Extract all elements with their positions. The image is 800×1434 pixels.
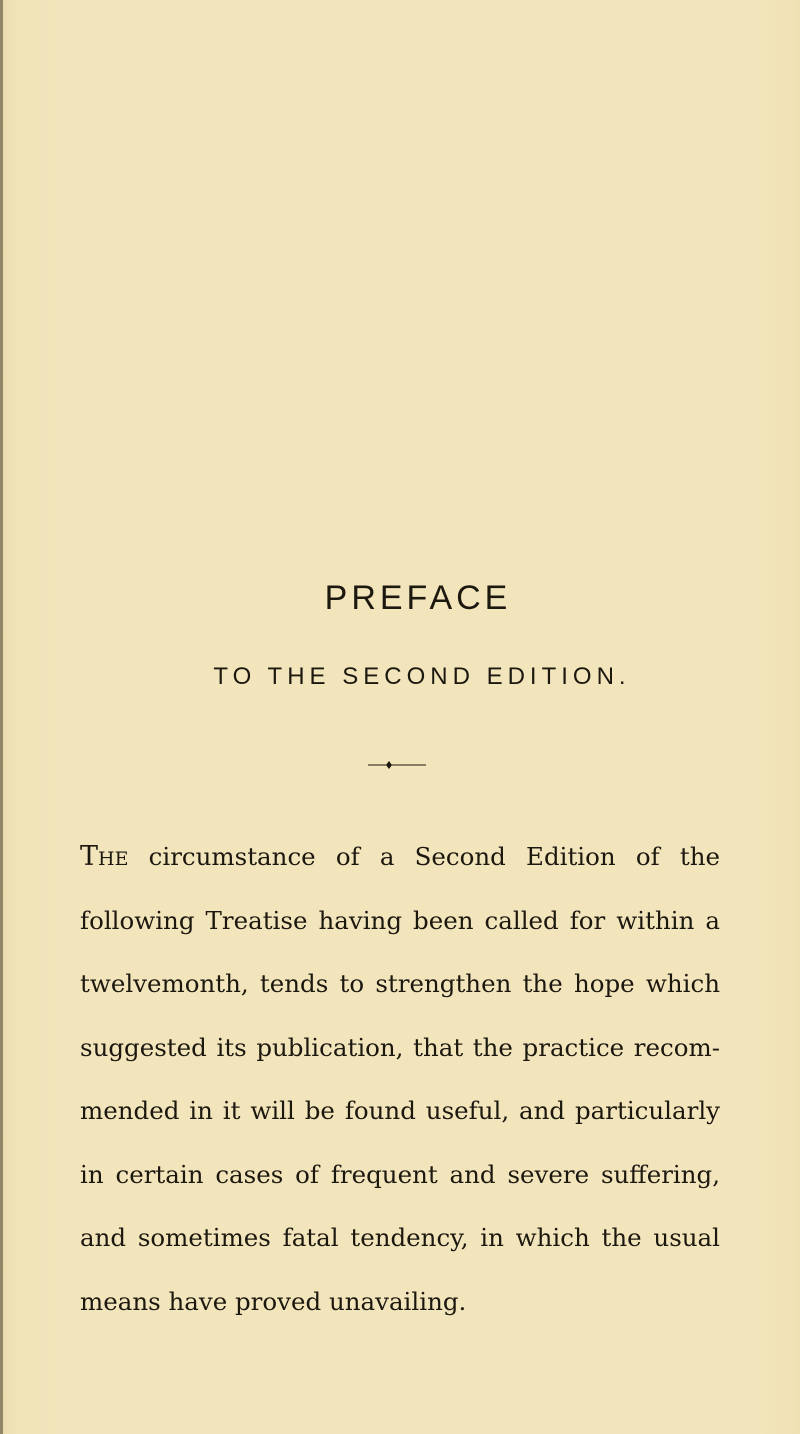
paragraph-line: means have proved unavailing. — [80, 1286, 467, 1316]
page-edge-shadow — [0, 0, 3, 1434]
paragraph-line: suggested its publication, that the practice recom- — [80, 1032, 720, 1062]
paragraph-line: twelvemonth, tends to strengthen the hope which — [80, 969, 720, 998]
diamond-rule-ornament — [368, 760, 426, 770]
page-title: PREFACE — [324, 579, 512, 617]
paragraph-line: and sometimes fatal tendency, in which the usual — [80, 1223, 720, 1252]
preface-paragraph — [80, 825, 720, 1333]
paragraph-line: The circumstance of a Second Edition of the — [80, 841, 720, 872]
paragraph-line: mended in it will be found useful, and particularly — [80, 1096, 720, 1125]
page-subtitle: TO THE SECOND EDITION. — [213, 663, 631, 690]
paragraph-line: following Treatise having been called for within a — [80, 905, 720, 935]
paragraph-line: in certain cases of frequent and severe suffering, — [80, 1159, 720, 1189]
opening-word: The — [80, 841, 129, 872]
